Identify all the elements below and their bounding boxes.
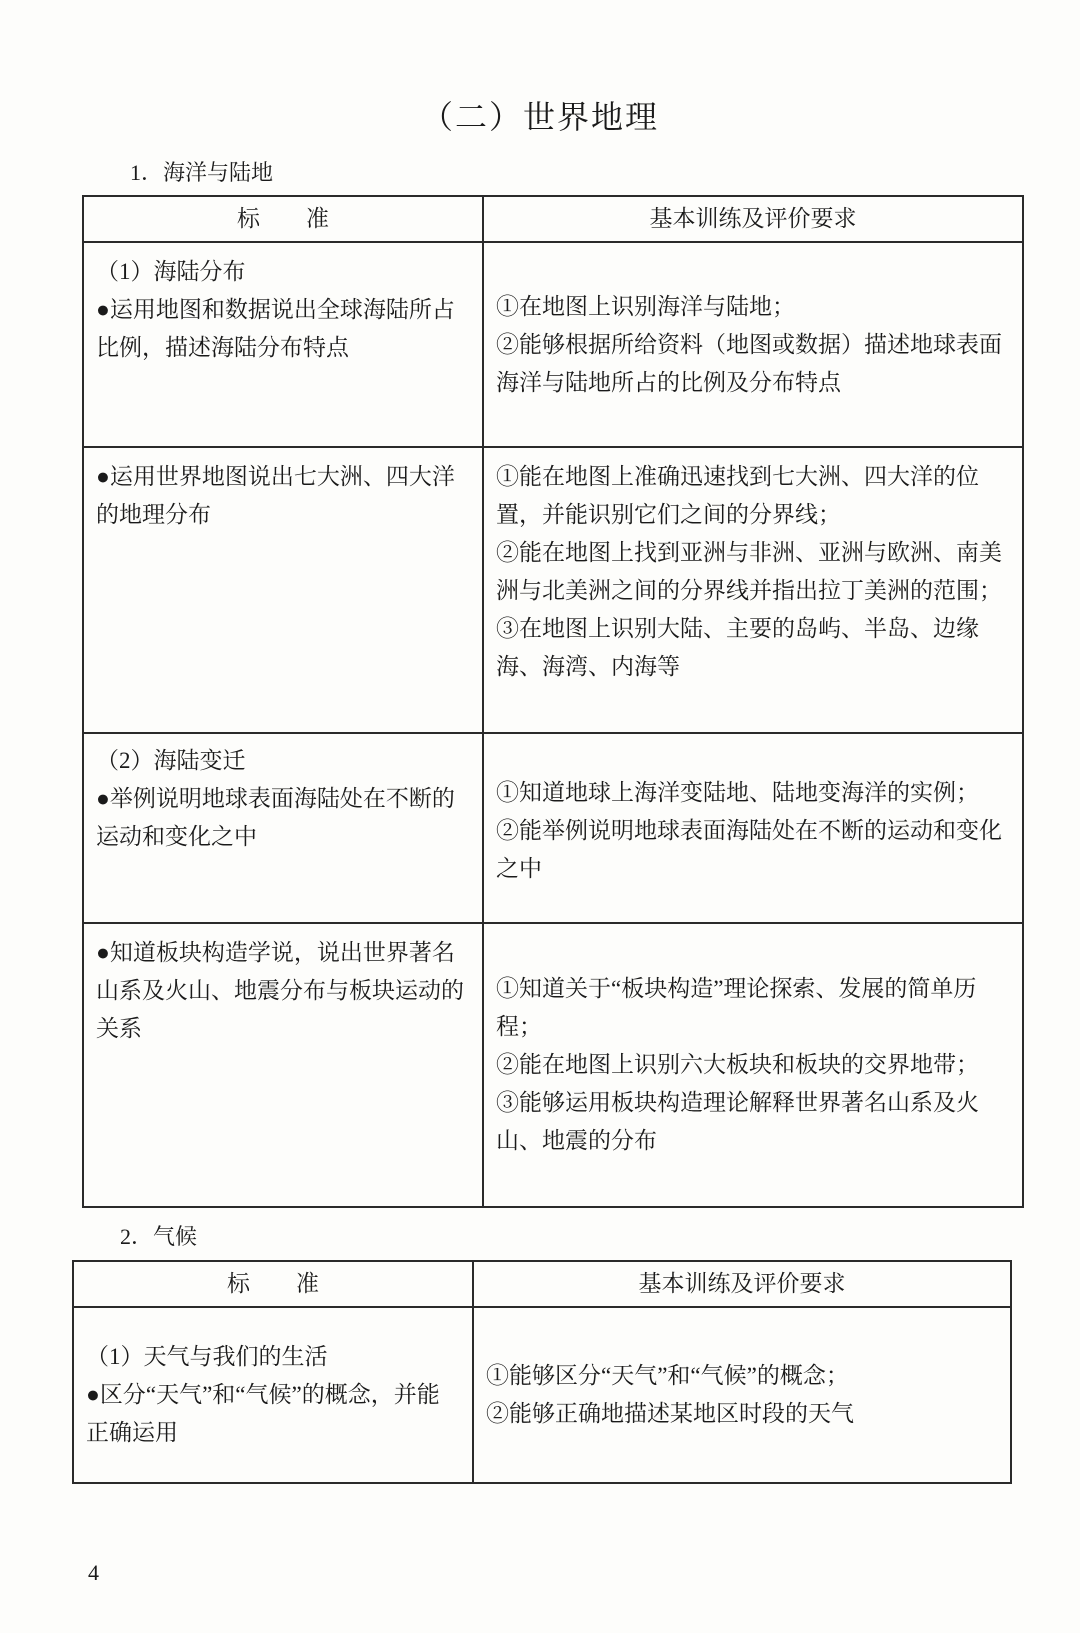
requirement-item: ②能够正确地描述某地区时段的天气 xyxy=(486,1401,854,1426)
requirement-item: ③在地图上识别大陆、主要的岛屿、半岛、边缘海、海湾、内海等 xyxy=(496,616,979,679)
standards-table-climate xyxy=(72,1260,1012,1484)
table-row xyxy=(83,242,1023,447)
requirement-item: ②能够根据所给资料（地图或数据）描述地球表面海洋与陆地所占的比例及分布特点 xyxy=(496,331,1002,395)
standard-text: ●区分“天气”和“气候”的概念，并能正确运用 xyxy=(86,1382,440,1445)
table-row xyxy=(73,1307,1011,1483)
column-header-requirements: 基本训练及评价要求 xyxy=(473,1261,1011,1307)
requirement-cell xyxy=(483,447,1023,733)
standard-text: ●举例说明地球表面海陆处在不断的运动和变化之中 xyxy=(96,786,455,849)
requirement-item: ①在地图上识别海洋与陆地； xyxy=(496,293,795,319)
column-header-requirements: 基本训练及评价要求 xyxy=(483,196,1023,242)
requirement-item: ①能够区分“天气”和“气候”的概念； xyxy=(486,1363,849,1388)
page-number: 4 xyxy=(88,1560,99,1585)
standards-table-ocean-land xyxy=(82,195,1024,1208)
standard-text: ●运用地图和数据说出全球海陆所占比例，描述海陆分布特点 xyxy=(96,297,455,360)
standard-cell xyxy=(83,923,483,1207)
standard-cell xyxy=(83,733,483,923)
section-heading: 1．海洋与陆地 xyxy=(130,160,274,185)
column-header-standard: 标 准 xyxy=(83,196,483,242)
requirement-cell xyxy=(473,1307,1011,1483)
page-title: （二）世界地理 xyxy=(420,99,659,135)
standard-cell xyxy=(73,1307,473,1483)
standard-subtitle: （1）天气与我们的生活 xyxy=(86,1344,328,1369)
requirement-item: ②能在地图上识别六大板块和板块的交界地带； xyxy=(496,1052,979,1077)
standard-text: ●运用世界地图说出七大洲、四大洋的地理分布 xyxy=(96,464,455,527)
requirement-item: ③能够运用板块构造理论解释世界著名山系及火山、地震的分布 xyxy=(496,1090,979,1153)
requirement-cell xyxy=(483,733,1023,923)
standard-subtitle: （2）海陆变迁 xyxy=(96,748,246,773)
table-header-row xyxy=(73,1261,1011,1307)
requirement-item: ①知道关于“板块构造”理论探索、发展的简单历程； xyxy=(496,976,977,1039)
requirement-item: ②能举例说明地球表面海陆处在不断的运动和变化之中 xyxy=(496,818,1002,881)
table-row xyxy=(83,733,1023,923)
requirement-item: ②能在地图上找到亚洲与非洲、亚洲与欧洲、南美洲与北美洲之间的分界线并指出拉丁美洲的范围； xyxy=(496,540,1002,603)
table-row xyxy=(83,447,1023,733)
table-row xyxy=(83,923,1023,1207)
requirement-item: ①能在地图上准确迅速找到七大洲、四大洋的位置，并能识别它们之间的分界线； xyxy=(496,464,979,527)
requirement-cell xyxy=(483,923,1023,1207)
standard-cell xyxy=(83,242,483,447)
section-heading: 2．气候 xyxy=(120,1224,198,1249)
standard-subtitle: （1）海陆分布 xyxy=(96,259,246,284)
standard-cell xyxy=(83,447,483,733)
table-header-row xyxy=(83,196,1023,242)
standard-text: ●知道板块构造学说，说出世界著名山系及火山、地震分布与板块运动的关系 xyxy=(96,940,464,1041)
requirement-item: ①知道地球上海洋变陆地、陆地变海洋的实例； xyxy=(496,780,979,805)
requirement-cell xyxy=(483,242,1023,447)
column-header-standard: 标 准 xyxy=(73,1261,473,1307)
